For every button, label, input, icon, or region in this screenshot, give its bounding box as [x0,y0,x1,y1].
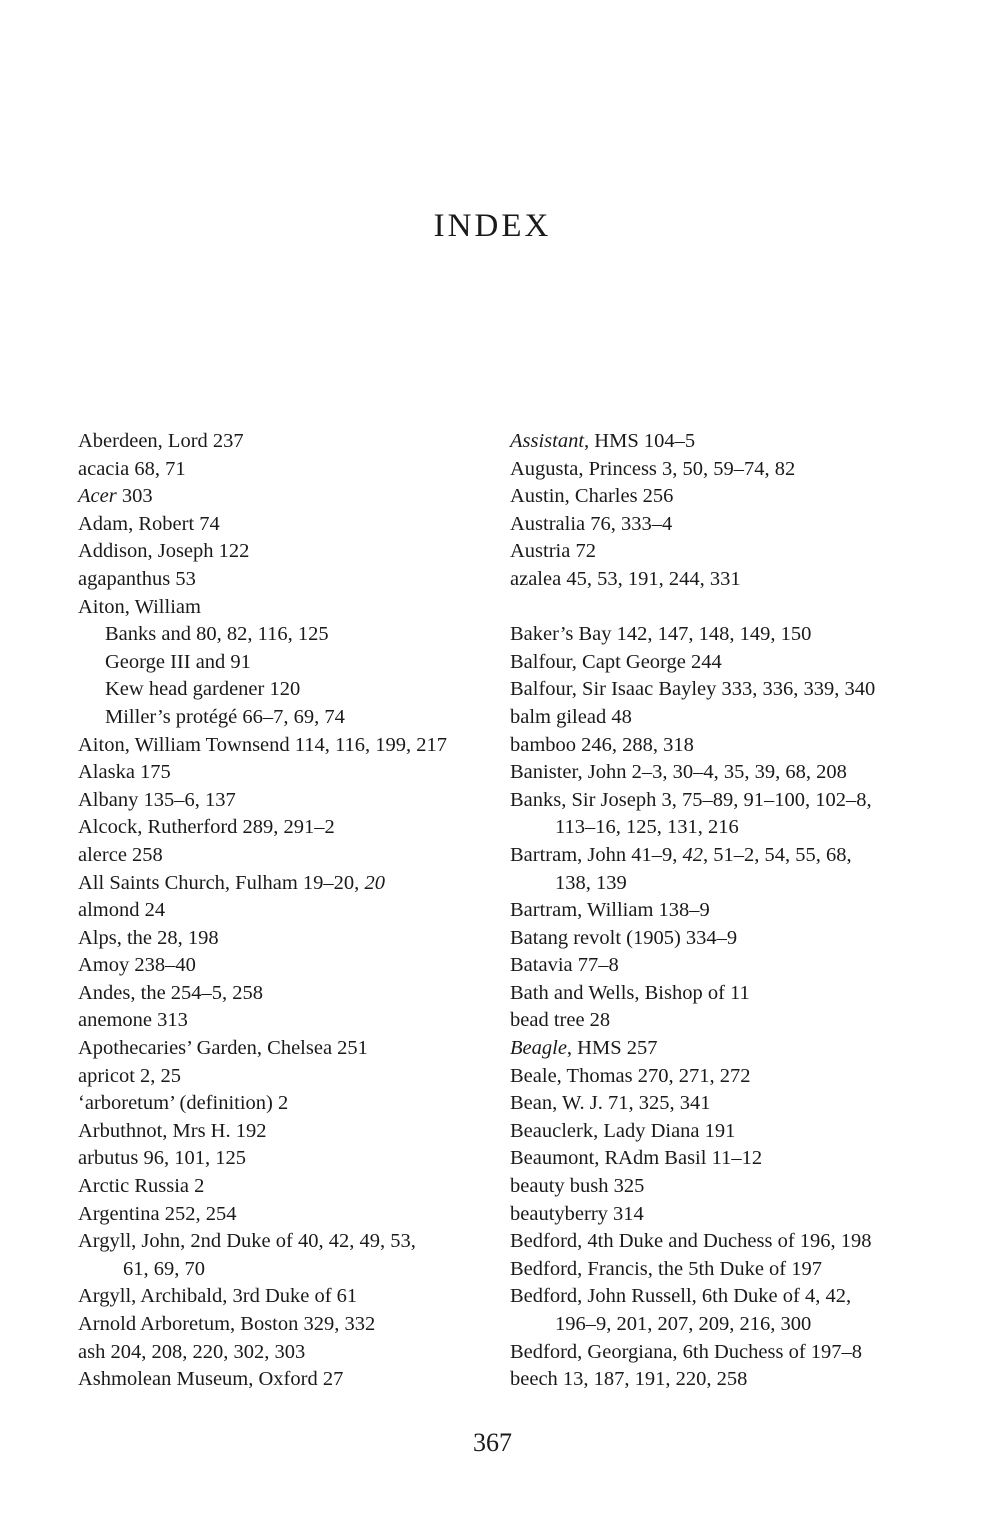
index-entry [78,870,518,898]
entry-text: Balfour, Capt George 244 [510,650,722,673]
entry-text: bead tree 28 [510,1009,611,1032]
illustration-page-ref: 42 [682,843,704,866]
index-entry [78,759,518,787]
entry-text: Albany 135–6, 137 [78,788,236,811]
entry-text: Bedford, 4th Duke and Duchess of 196, 198 [510,1230,872,1253]
entry-text: Alcock, Rutherford 289, 291–2 [78,816,335,839]
index-entry [78,1173,518,1201]
index-entry [510,1035,950,1063]
index-entry [510,1283,950,1311]
entry-text: beautyberry 314 [510,1202,644,1225]
entry-text: Amoy 238–40 [78,954,196,977]
entry-text: balm gilead 48 [510,705,632,728]
italic-term: Beagle [510,1037,567,1060]
index-entry [510,538,950,566]
entry-text: Bath and Wells, Bishop of 11 [510,981,750,1004]
index-entry [510,759,950,787]
index-entry [78,1228,518,1256]
index-entry-continuation [510,1311,950,1339]
entry-text: Beauclerk, Lady Diana 191 [510,1119,736,1142]
index-entry [510,732,950,760]
index-column-right [510,428,950,1394]
entry-text: Bedford, Georgiana, 6th Duchess of 197–8 [510,1340,863,1363]
illustration-page-ref: 20 [364,871,385,894]
index-entry [78,428,518,456]
entry-text: Adam, Robert 74 [78,512,220,535]
entry-text: ‘arboretum’ (definition) 2 [78,1092,289,1115]
entry-text: Bartram, John 41–9, [510,843,683,866]
entry-text: Alaska 175 [78,761,171,784]
index-entry [78,566,518,594]
index-entry [510,1145,950,1173]
entry-text: beauty bush 325 [510,1175,645,1198]
entry-text: Austria 72 [510,540,596,563]
entry-text-after: , 51–2, 54, 55, 68, [703,843,852,866]
index-entry [510,1173,950,1201]
index-entry [78,952,518,980]
index-entry [78,483,518,511]
entry-text: azalea 45, 53, 191, 244, 331 [510,567,741,590]
entry-text: Argentina 252, 254 [78,1202,237,1225]
entry-text: almond 24 [78,899,166,922]
entry-text: arbutus 96, 101, 125 [78,1147,246,1170]
index-entry-continuation [510,814,950,842]
entry-text: Ashmolean Museum, Oxford 27 [78,1368,344,1391]
index-entry [510,842,950,870]
entry-text: Baker’s Bay 142, 147, 148, 149, 150 [510,623,812,646]
entry-text: 138, 139 [555,871,627,894]
index-entry [78,1063,518,1091]
index-entry [78,1339,518,1367]
entry-text: Argyll, Archibald, 3rd Duke of 61 [78,1285,358,1308]
entry-text: Alps, the 28, 198 [78,926,219,949]
index-entry [510,621,950,649]
entry-text: Banister, John 2–3, 30–4, 35, 39, 68, 208 [510,761,847,784]
page-number: 367 [473,1428,512,1457]
index-entry [510,980,950,1008]
entry-text: agapanthus 53 [78,567,196,590]
entry-text: Aberdeen, Lord 237 [78,430,244,452]
index-entry [510,511,950,539]
entry-text: 196–9, 201, 207, 209, 216, 300 [555,1313,812,1335]
index-entry [78,1090,518,1118]
index-entry [78,1201,518,1229]
entry-text: acacia 68, 71 [78,457,186,480]
index-entry [78,456,518,484]
index-entry [78,1007,518,1035]
entry-text: anemone 313 [78,1009,188,1032]
entry-text: apricot 2, 25 [78,1064,182,1087]
entry-text: All Saints Church, Fulham 19–20, [78,871,365,894]
index-entry [510,649,950,677]
page-title: INDEX [433,208,552,244]
index-entry [510,1063,950,1091]
index-entry [510,897,950,925]
entry-text: Bartram, William 138–9 [510,899,710,922]
index-entry [510,1228,950,1256]
entry-text: Batavia 77–8 [510,954,619,977]
entry-text: Aiton, William [78,595,201,618]
index-entry [78,980,518,1008]
index-entry [510,676,950,704]
entry-text: Apothecaries’ Garden, Chelsea 251 [78,1037,368,1060]
index-entry [510,428,950,456]
index-entry [510,1090,950,1118]
index-entry [510,1201,950,1229]
entry-text: Bedford, John Russell, 6th Duke of 4, 42, [510,1285,852,1308]
index-entry-continuation [78,1256,518,1284]
index-entry [78,897,518,925]
index-subentry [78,676,518,704]
index-subentry [78,649,518,677]
entry-text: Argyll, John, 2nd Duke of 40, 42, 49, 53, [78,1230,416,1253]
index-entry [510,1339,950,1367]
entry-text: Kew head gardener 120 [105,678,301,701]
entry-text: Beaumont, RAdm Basil 11–12 [510,1147,763,1170]
entry-text: Australia 76, 333–4 [510,512,673,535]
index-entry [78,511,518,539]
index-entry [78,1283,518,1311]
entry-text: Addison, Joseph 122 [78,540,250,563]
entry-text: ash 204, 208, 220, 302, 303 [78,1340,306,1363]
index-entry [78,842,518,870]
index-subentry [78,704,518,732]
entry-text: Beale, Thomas 270, 271, 272 [510,1064,751,1087]
index-entry [78,787,518,815]
index-entry [78,594,518,622]
entry-text: Arnold Arboretum, Boston 329, 332 [78,1313,376,1335]
index-entry [78,925,518,953]
entry-text: Bedford, Francis, the 5th Duke of 197 [510,1257,822,1280]
entry-text: Augusta, Princess 3, 50, 59–74, 82 [510,457,796,480]
index-entry [510,566,950,594]
index-column-left [78,428,518,1394]
entry-text: beech 13, 187, 191, 220, 258 [510,1368,748,1391]
index-entry [78,1311,518,1339]
entry-text: Bean, W. J. 71, 325, 341 [510,1092,711,1115]
italic-term: Assistant [510,430,585,452]
index-entry [510,483,950,511]
letter-group-gap [510,594,950,622]
index-entry [78,1145,518,1173]
index-entry [510,1256,950,1284]
entry-text: Andes, the 254–5, 258 [78,981,264,1004]
index-entry [510,925,950,953]
entry-text: 113–16, 125, 131, 216 [555,816,739,839]
entry-text: Miller’s protégé 66–7, 69, 74 [105,705,345,728]
entry-text: 303 [116,485,153,508]
entry-text: , HMS 104–5 [584,430,696,452]
index-entry [510,952,950,980]
index-entry [78,538,518,566]
index-entry [510,1366,950,1394]
entry-text: Banks, Sir Joseph 3, 75–89, 91–100, 102–8, [510,788,872,811]
entry-text: Arctic Russia 2 [78,1175,205,1198]
entry-text: 61, 69, 70 [123,1257,205,1280]
entry-text: Arbuthnot, Mrs H. 192 [78,1119,267,1142]
index-entry [510,456,950,484]
index-subentry [78,621,518,649]
index-entry [78,1118,518,1146]
entry-text: bamboo 246, 288, 318 [510,733,694,756]
entry-text: George III and 91 [105,650,251,673]
entry-text: , HMS 257 [566,1037,658,1060]
entry-text: Balfour, Sir Isaac Bayley 333, 336, 339, 340 [510,678,876,701]
entry-text: Aiton, William Townsend 114, 116, 199, 217 [78,733,448,756]
entry-text: Batang revolt (1905) 334–9 [510,926,738,949]
index-entry [510,704,950,732]
index-entry-continuation [510,870,950,898]
index-entry [510,1007,950,1035]
entry-text: alerce 258 [78,843,163,866]
index-entry [78,1366,518,1394]
index-entry [78,732,518,760]
index-entry [78,814,518,842]
entry-text: Banks and 80, 82, 116, 125 [105,623,329,646]
index-entry [510,787,950,815]
entry-text: Austin, Charles 256 [510,485,674,508]
index-entry [78,1035,518,1063]
italic-term: Acer [78,485,117,508]
index-entry [510,1118,950,1146]
